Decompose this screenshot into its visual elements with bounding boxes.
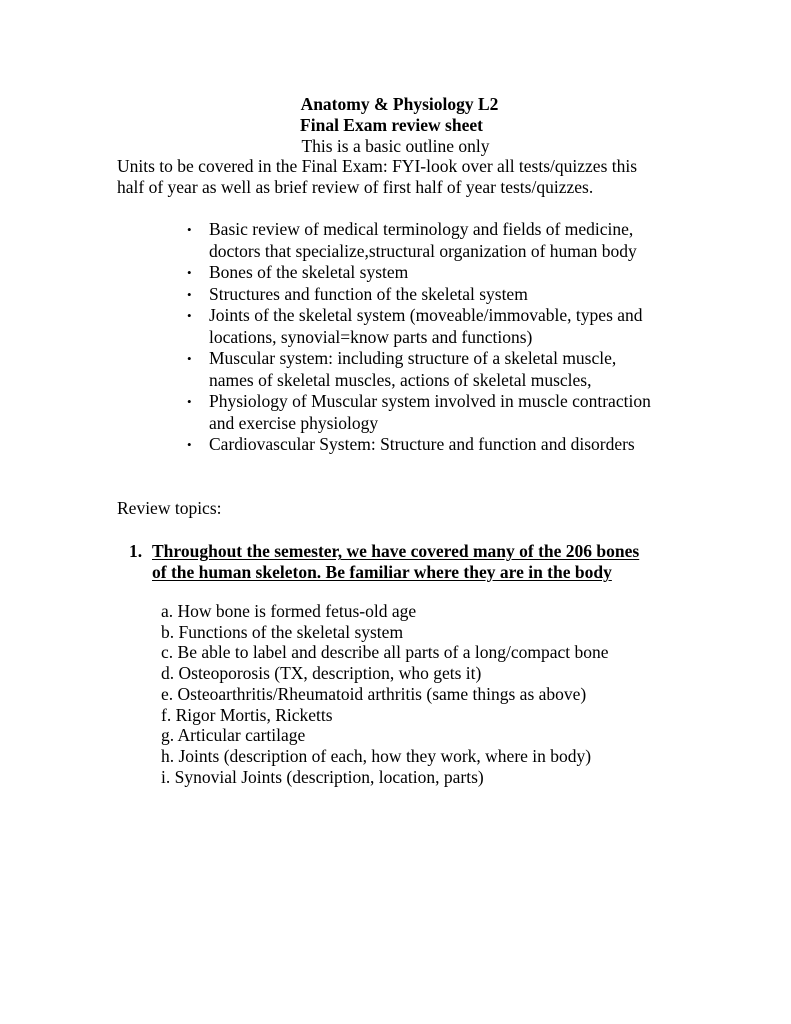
bullet-icon: • — [187, 222, 192, 237]
document-title: Anatomy & Physiology L2 — [300, 94, 499, 114]
title-block — [0, 94, 791, 157]
bullet-item — [187, 262, 729, 284]
document-subtitle-bold: Final Exam review sheet — [300, 115, 483, 135]
list-item: f. Rigor Mortis, Ricketts — [161, 704, 333, 725]
list-item: e. Osteoarthritis/Rheumatoid arthritis (same things as above) — [161, 683, 587, 704]
review-topics-heading: Review topics: — [117, 498, 222, 518]
topic-heading-line: of the human skeleton. Be familiar where they are in the body — [152, 562, 612, 582]
outline-note: This is a basic outline only — [301, 136, 490, 156]
intro-paragraph — [117, 156, 717, 198]
bullet-text: doctors that specialize,structural organization of human body — [209, 240, 637, 261]
bullet-icon: • — [187, 286, 192, 302]
bullet-text: Physiology of Muscular system involved in muscle contraction — [209, 391, 651, 411]
intro-line: half of year as well as brief review of first half of year tests/quizzes. — [117, 177, 594, 197]
list-item: i. Synovial Joints (description, location, parts) — [161, 766, 484, 787]
bullet-item — [187, 283, 729, 306]
bullet-item — [187, 348, 729, 391]
bullet-text: locations, synovial=know parts and functions) — [209, 326, 533, 347]
bullet-icon: • — [187, 351, 192, 366]
list-item: d. Osteoporosis (TX, description, who gets it) — [161, 663, 482, 684]
bullet-text: Joints of the skeletal system (moveable/immovable, types and — [209, 305, 643, 325]
bullet-icon: • — [187, 265, 192, 280]
bullet-icon: • — [187, 308, 192, 323]
bullet-text: and exercise physiology — [209, 412, 379, 433]
list-item: h. Joints (description of each, how they work, where in body) — [161, 745, 592, 766]
topic-number: 1. — [129, 541, 143, 561]
bullet-text: Basic review of medical terminology and fields of medicine, — [209, 219, 634, 239]
bullet-item — [187, 434, 729, 456]
topic-heading — [152, 541, 639, 583]
bullet-text: names of skeletal muscles, actions of skeletal muscles, — [209, 369, 592, 390]
bullet-item — [187, 305, 729, 348]
topic-heading-line: Throughout the semester, we have covered many of the 206 bones — [152, 541, 640, 561]
bullet-text: Muscular system: including structure of a skeletal muscle, — [209, 348, 617, 368]
bullet-text: Cardiovascular System: Structure and function and disorders — [209, 434, 635, 454]
list-item: g. Articular cartilage — [161, 725, 306, 746]
topic-sub-list — [161, 601, 701, 787]
bullet-item — [187, 219, 729, 262]
bullet-icon: • — [187, 394, 192, 409]
list-item: c. Be able to label and describe all parts of a long/compact bone — [161, 642, 609, 663]
bullet-item — [187, 391, 729, 434]
list-item: b. Functions of the skeletal system — [161, 621, 404, 642]
units-bullet-list — [187, 219, 729, 456]
bullet-text: Structures and function of the skeletal system — [209, 283, 528, 304]
intro-line: Units to be covered in the Final Exam: FYI-look over all tests/quizzes this — [117, 156, 638, 176]
list-item: a. How bone is formed fetus-old age — [161, 601, 417, 621]
bullet-text: Bones of the skeletal system — [209, 262, 409, 282]
bullet-icon: • — [187, 437, 192, 452]
